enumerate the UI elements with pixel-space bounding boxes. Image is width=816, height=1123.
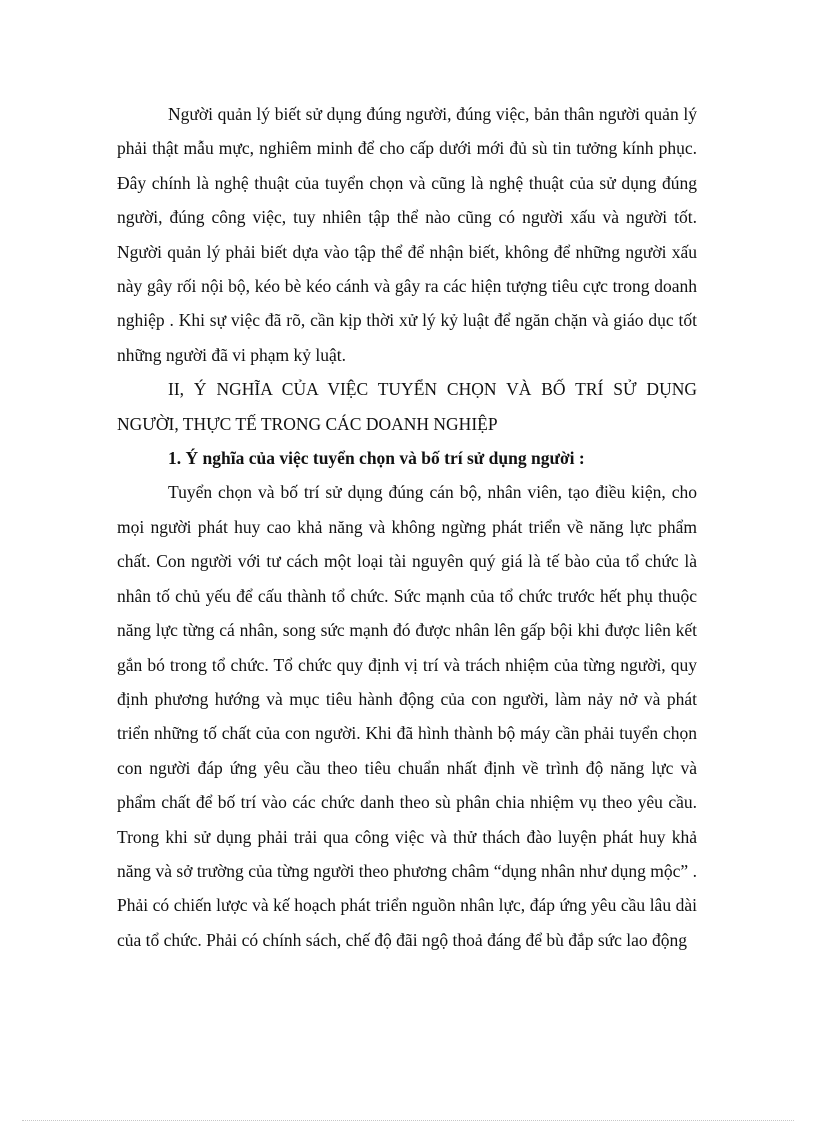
subsection-heading: 1. Ý nghĩa của việc tuyển chọn và bố trí sử dụng người :: [168, 448, 585, 469]
document-body: [117, 97, 697, 957]
section-heading: II, Ý NGHĨA CỦA VIỆC TUYỂN CHỌN VÀ BỐ TRÍ SỬ DỤNG NGƯỜI, THỰC TẾ TRONG CÁC DOANH NGHIỆP: [117, 379, 697, 434]
paragraph-recruitment-meaning: Tuyển chọn và bố trí sử dụng đúng cán bộ, nhân viên, tạo điều kiện, cho mọi người phát huy cao khả năng và không ngừng phát triển về năng lực phẩm chất. Con người với tư cách một loại tài nguyên quý giá là tế bào của tổ chức là nhân tố chủ yếu để cấu thành tổ chức. Sức mạnh của tổ chức trước hết phụ thuộc năng lực từng cá nhân, song sức mạnh đó được nhân lên gấp bội khi được liên kết gắn bó trong tổ chức. Tổ chức quy định vị trí và trách nhiệm của từng người, quy định phương hướng và mục tiêu hành động của con người, làm nảy nở và phát triển những tố chất của con người. Khi đã hình thành bộ máy cần phải tuyển chọn con người đáp ứng yêu cầu theo tiêu chuẩn nhất định về trình độ năng lực và phẩm chất để bố trí vào các chức danh theo sù phân chia nhiệm vụ theo yêu cầu. Trong khi sử dụng phải trải qua công việc và thử thách đào luyện phát huy khả năng và sở trường của từng người theo phương châm “dụng nhân như dụng mộc” . Phải có chiến lược và kế hoạch phát triển nguồn nhân lực, đáp ứng yêu cầu lâu dài của tổ chức. Phải có chính sách, chế độ đãi ngộ thoả đáng để bù đắp sức lao động: [117, 482, 697, 950]
paragraph-management-ethics: Người quản lý biết sử dụng đúng người, đúng việc, bản thân người quản lý phải thật mẫu mực, nghiêm minh để cho cấp dưới mới đủ sù tin tưởng kính phục. Đây chính là nghệ thuật của tuyển chọn và cũng là nghệ thuật của sử dụng đúng người, đúng công việc, tuy nhiên tập thể nào cũng có người xấu và người tốt. Người quản lý phải biết dựa vào tập thể để nhận biết, không để những người xấu này gây rối nội bộ, kéo bè kéo cánh và gây ra các hiện tượng tiêu cực trong doanh nghiệp . Khi sự việc đã rõ, cần kịp thời xử lý kỷ luật để ngăn chặn và giáo dục tốt những người đã vi phạm kỷ luật.: [117, 104, 697, 365]
page-bottom-divider: [22, 1120, 794, 1121]
